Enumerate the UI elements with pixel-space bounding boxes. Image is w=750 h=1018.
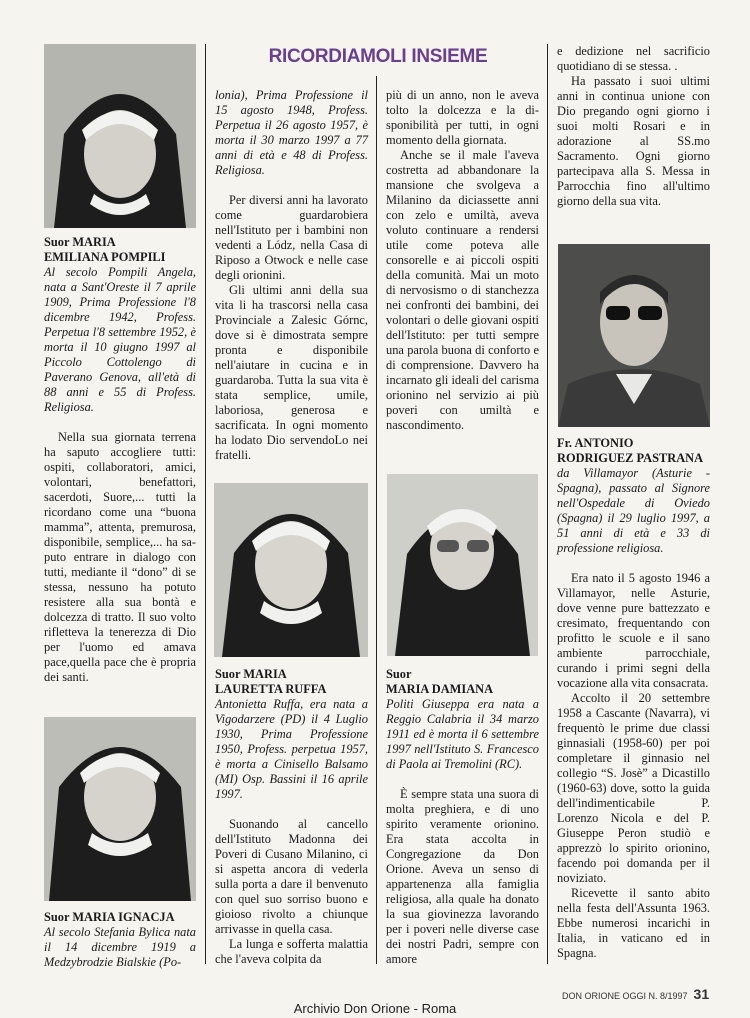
obituary-bio: Politi Giuseppa era nata a Reggio Calabria il 34 marzo 1911 ed è morta il 6 settembre 1997 nell'Istituto S. Francesco di Paola ai Tremolini (RC). [386,697,539,771]
obituary-name: RODRIGUEZ PASTRANA [557,451,704,465]
obituary-bio: lonia), Prima Professione il 15 agosto 1948, Profess. Perpetua il 26 agosto 1957, è morta il 30 marzo 1997 a 77 anni di età e 48 di Profess. Religiosa. [215,88,368,177]
obituary-text: Suonando al cancello dell'Istituto Madonna dei Poveri di Cusano Milanino, ci si aspetta ancora di vederla sulla porta a dare il benvenuto con quel suo sorriso buono e gioioso rivolto a chiunque arrivasse in quella casa. [215,817,368,936]
obituary-name: Fr. ANTONIO [557,436,634,450]
obituary-name: Suor MARIA [44,235,116,249]
portrait-photo-lauretta [214,483,368,657]
obituary-name: Suor [386,667,412,681]
column-3-bottom [386,667,539,967]
obituary-name: LAURETTA RUFFA [215,682,327,696]
portrait-photo-emiliana [44,44,196,228]
obituary-text: Accolto il 20 settembre 1958 a Cascante (Navarra), vi frequentò le prime due classi ginnasiali (1958-60) per poi completare il ginnasio nel collegio “S. Josè” a Dicastillo (1960-63) dove, sotto la guida dell'indimenticabile P. Lorenzo Nicola e del P. Giuseppe Peron studiò e apprezzò lo spirito orionino, facendo poi domanda per il noviziato. [557,691,710,885]
column-rule [547,44,548,964]
archive-caption: Archivio Don Orione - Roma [293,1001,457,1016]
obituary-text: più di un anno, non le aveva tolto la dolcezza e la disponibilità per tutti, in ogni momento della giornata. [386,88,539,147]
portrait-photo-damiana [387,474,538,656]
page-footer [562,986,709,1002]
obituary-text: La lunga e sofferta malattia che l'aveva colpita da [215,937,368,966]
obituary-text: Anche se il male l'aveva costretta ad abbandonare la mansione che svolgeva a Milanino da diciassette anni con zelo e umiltà, aveva voluto continuare a rendersi utile come poteva alle consorelle e ai piccoli ospiti della comunità. Mai un moto di nervosismo o di stanchezza nei confronti dei bambini, dei volontari o delle giovani ospiti dell'Istituto: per tutti sempre una parola buona di conforto e di comprensione. Davvero ha incarnato gli ideali del carisma orionino nel servizio ai più poveri con umiltà e nascondimento. [386,148,539,432]
obituary-text: Per diversi anni ha lavorato come guardarobiera nell'Istituto per i bambini non vedenti a Lódz, nella Casa di Riposo a Otwock e nelle case degli orionini. [215,193,368,282]
obituary-name: EMILIANA POMPILI [44,250,166,264]
obituary-text: Nella sua giornata terrena ha saputo accogliere tutti: ospiti, collaboratori, amici, volontari, benefattori, sacerdoti, Suore,... tutti la ricordano come una “buona mamma”, attenta, premurosa, disponibile, semplice,... ha saputo entrare in dialogo con tutti, mediante il “dono” di se stessa, nessuno ha potuto resistere alla sua bontà e dolcezza di tratto. Il suo volto rifletteva la tenerezza di Dio per l'uomo ed amava pace,quella pace che è propria dei santi. [44,430,196,684]
portrait-photo-ignacja [44,717,196,901]
column-rule [205,44,206,964]
obituary-bio: Al secolo Pompili Angela, nata a Sant'Oreste il 7 aprile 1909, Prima Professione l'8 dicembre 1942, Profess. Perpetua l'8 settembre 1952, è morta il 10 giugno 1997 al Piccolo Cottolengo di Paverano Genova, all'età di 88 anni e 55 di Profess. Religiosa. [44,265,196,414]
page-number: 31 [693,986,710,1002]
obituary-bio: Al secolo Stefania Bylica nata il 14 dicembre 1919 a Medzybrodzie Bialskie (Po- [44,925,196,969]
page-header: RICORDIAMOLI INSIEME [268,46,488,67]
obituary-name: Suor MARIA [215,667,287,681]
column-3-top [386,88,539,433]
obituary-text: È sempre stata una suora di molta preghiera, e di uno spirito veramente orionino. Era stata accolta in Congregazione da Don Orione. Aveva un senso di appartenenza alla famiglia religiosa, alla quale ha donato la sua giovinezza lavorando per i poveri nelle diverse case dei nostri Padri, sempre con amore [386,787,539,966]
column-1-top [44,235,196,685]
obituary-name: Suor MARIA IGNACJA [44,910,175,924]
obituary-text: e dedizione nel sacrificio quotidiano di se stessa. . [557,44,710,73]
column-rule [376,76,377,964]
portrait-photo-antonio [558,244,710,427]
obituary-text: Ricevette il santo abito nella festa dell'Assunta 1963. Ebbe numerosi incarichi in Italia, in vaticano ed in Spagna. [557,886,710,960]
column-2-bottom [215,667,368,967]
obituary-bio: da Villamayor (Asturie - Spagna), passato al Signore nell'Ospedale di Oviedo (Spagna) il 29 luglio 1997, a 51 anni di età e 33 di professione religiosa. [557,466,710,555]
column-4-bottom [557,436,710,961]
obituary-bio: Antonietta Ruffa, era nata a Vigodarzere (PD) il 4 Luglio 1930, Prima Professione 1950, Profess. perpetua 1957, è morta a Cinisello Balsamo (MI) Osp. Bassini il 16 aprile 1997. [215,697,368,801]
obituary-text: Ha passato i suoi ultimi anni in continua unione con Dio pregando ogni giorno i suoi molti Rosari e in adorazione al SS.mo Sacramento. Ogni giorno partecipava alla S. Messa in Parrocchia fino all'ultimo giorno della sua vita. [557,74,710,208]
obituary-name: MARIA DAMIANA [386,682,494,696]
column-4-top [557,44,710,209]
column-1-bottom [44,910,196,970]
column-2-top [215,88,368,463]
obituary-text: Gli ultimi anni della sua vita li ha trascorsi nella casa Provinciale a Zalesic Górnc, dove si è dimostrata sempre pronta e disponibile nell'aiutare in cucina e in guardaroba. Tutta la sua vita è stata semplice, umile, laboriosa, generosa e sacrificata. In ogni momento ha lodato Dio servendoLo nei fratelli. [215,283,368,462]
magazine-issue: DON ORIONE OGGI N. 8/1997 [562,991,688,1001]
obituary-text: Era nato il 5 agosto 1946 a Villamayor, nelle Asturie, dove venne pure battezzato e cresimato, frequentando con profitto le scuole e il sano ambiente parrocchiale, curando i primi segni della vocazione alla vita consacrata. [557,571,710,690]
